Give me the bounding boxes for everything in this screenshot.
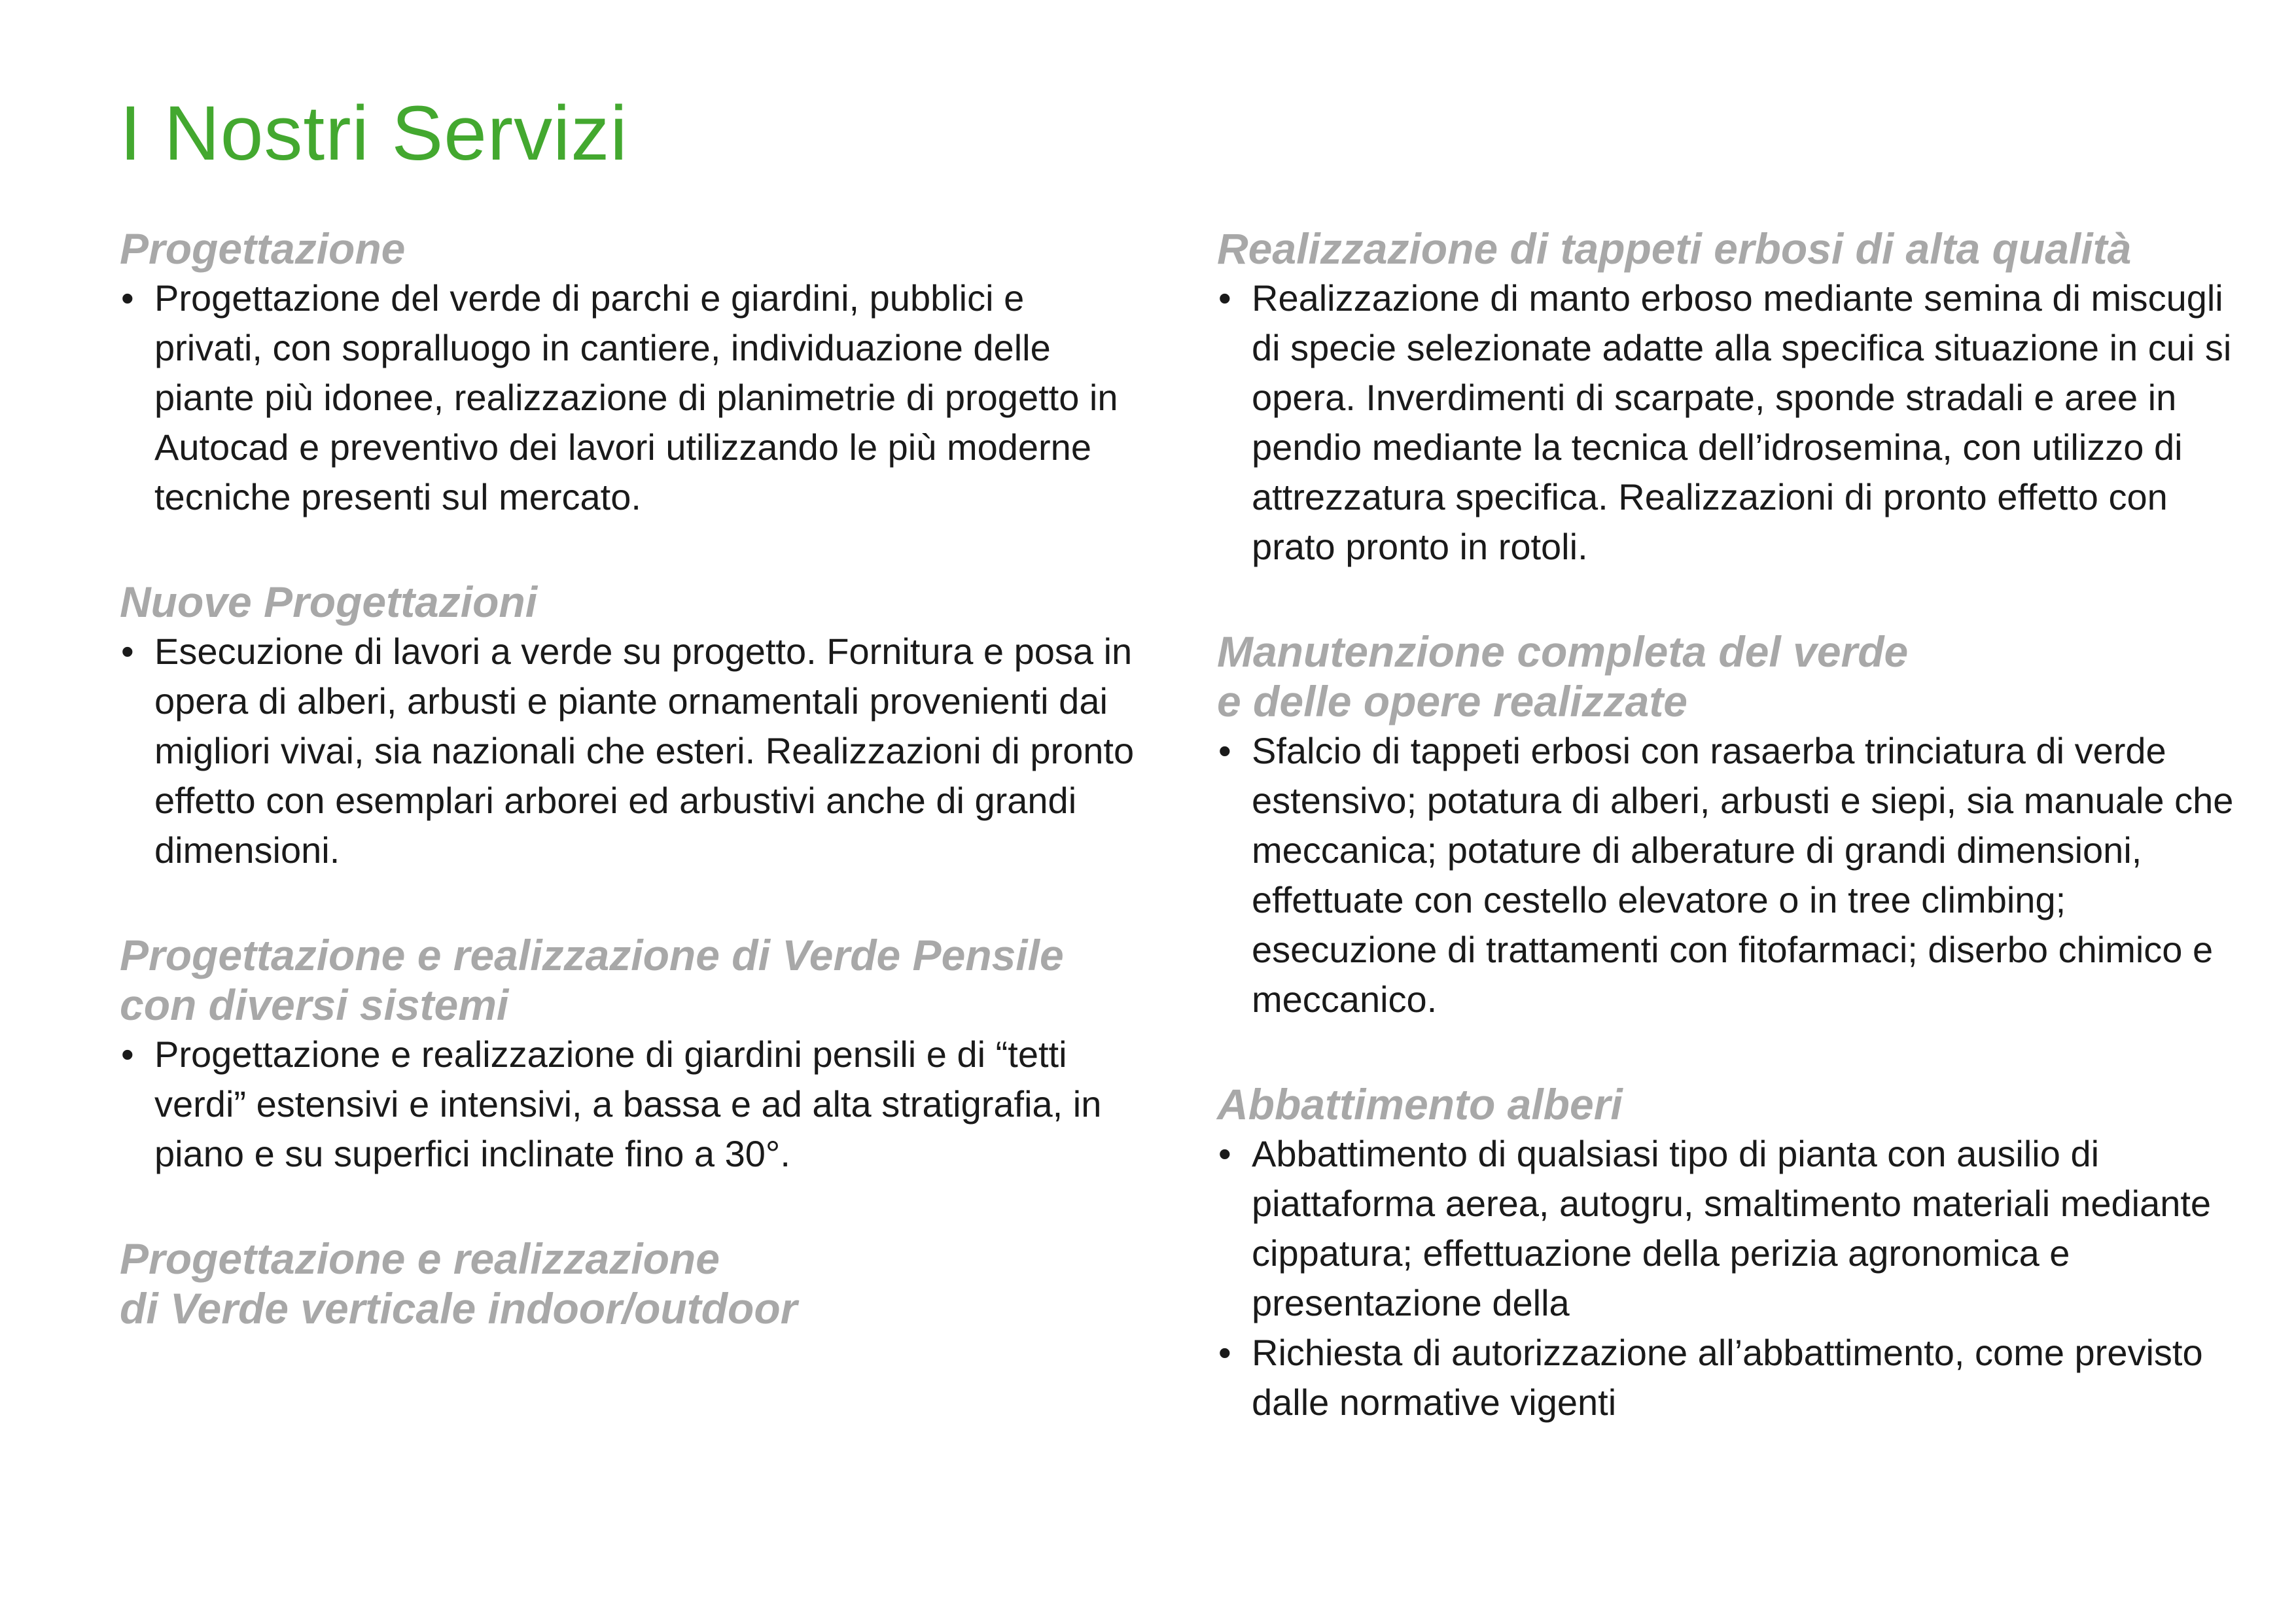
left-column	[120, 224, 1140, 1388]
service-item	[1217, 273, 2238, 572]
service-list	[1217, 1129, 2238, 1427]
service-list	[120, 627, 1140, 875]
bullet-icon: •	[121, 277, 134, 319]
service-item	[120, 273, 1140, 522]
service-block	[120, 224, 1140, 522]
service-item-text: Realizzazione di manto erboso mediante semina di miscugli di specie selezionate adatte alla specifica situazione in cui si opera. Inverdimenti di scarpate, sponde stradali e aree in pendio mediante la tecnica dell’idrosemina, con utilizzo di attrezzatura specifica. Realizzazioni di pronto effetto con prato pronto in rotoli.	[1252, 277, 2232, 567]
service-item-text: Progettazione del verde di parchi e giardini, pubblici e privati, con sopralluogo in cantiere, individuazione delle piante più idonee, realizzazione di planimetrie di progetto in Autocad e preventivo dei lavori utilizzando le più moderne tecniche presenti sul mercato.	[154, 277, 1118, 517]
service-block	[120, 577, 1140, 875]
service-heading: Abbattimento alberi	[1217, 1080, 1623, 1128]
service-heading: Progettazione e realizzazione di Verde Pensile con diversi sistemi	[120, 931, 1064, 1029]
service-block	[120, 930, 1140, 1179]
service-item	[120, 1030, 1140, 1179]
service-item	[1217, 726, 2238, 1024]
service-item	[1217, 1129, 2238, 1328]
service-block	[120, 1234, 1140, 1333]
bullet-icon: •	[121, 1034, 134, 1075]
service-list	[1217, 726, 2238, 1024]
service-list	[1217, 273, 2238, 572]
service-item-text: Esecuzione di lavori a verde su progetto. Fornitura e posa in opera di alberi, arbusti e piante ornamentali provenienti dai migliori vivai, sia nazionali che esteri. Realizzazioni di pronto effetto con esemplari arborei ed arbustivi anche di grandi dimensioni.	[154, 631, 1135, 871]
service-item	[1217, 1328, 2238, 1427]
bullet-icon: •	[1218, 1332, 1231, 1373]
service-heading: Progettazione	[120, 224, 406, 273]
page-title: I Nostri Servizi	[120, 90, 628, 177]
service-heading: Realizzazione di tappeti erbosi di alta qualità	[1217, 224, 2132, 273]
service-item	[120, 627, 1140, 875]
service-block	[1217, 627, 2238, 1024]
bullet-icon: •	[1218, 730, 1231, 771]
bullet-icon: •	[1218, 277, 1231, 319]
service-item-text: Richiesta di autorizzazione all’abbattimento, come previsto dalle normative vigenti	[1252, 1332, 2203, 1423]
right-column	[1217, 224, 2238, 1482]
service-block	[1217, 1079, 2238, 1427]
bullet-icon: •	[121, 631, 134, 672]
service-item-text: Abbattimento di qualsiasi tipo di pianta con ausilio di piattaforma aerea, autogru, smaltimento materiali mediante cippatura; effettuazione della perizia agronomica e presentazione della	[1252, 1133, 2212, 1323]
service-list	[120, 1030, 1140, 1179]
service-block	[1217, 224, 2238, 572]
service-heading: Manutenzione completa del verde e delle opere realizzate	[1217, 627, 1909, 725]
service-heading: Progettazione e realizzazione di Verde verticale indoor/outdoor	[120, 1234, 798, 1333]
service-item-text: Sfalcio di tappeti erbosi con rasaerba trinciatura di verde estensivo; potatura di alberi, arbusti e siepi, sia manuale che meccanica; potature di alberature di grandi dimensioni, effettuate con cestello elevatore o in tree climbing; esecuzione di trattamenti con fitofarmaci; diserbo chimico e meccanico.	[1252, 730, 2234, 1020]
service-heading: Nuove Progettazioni	[120, 578, 538, 626]
service-list	[120, 273, 1140, 522]
service-item-text: Progettazione e realizzazione di giardini pensili e di “tetti verdi” estensivi e intensivi, a bassa e ad alta stratigrafia, in piano e su superfici inclinate fino a 30°.	[154, 1034, 1102, 1174]
bullet-icon: •	[1218, 1133, 1231, 1174]
